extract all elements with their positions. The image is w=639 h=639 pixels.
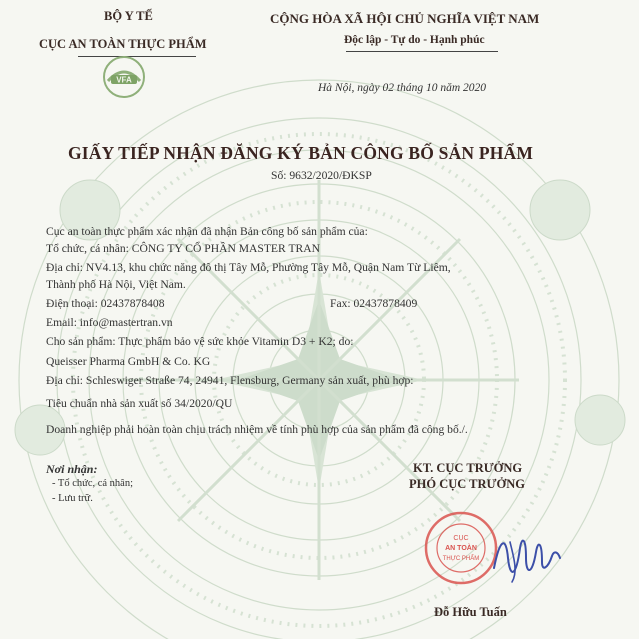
stamp-text-top: CỤC <box>453 535 469 542</box>
national-motto: Độc lập - Tự do - Hạnh phúc <box>344 34 485 46</box>
stamp-text-bottom: THỰC PHẨM <box>442 556 480 562</box>
official-stamp <box>423 510 499 586</box>
manufacturer-name: Queisser Pharma GmbH & Co. KG <box>46 355 211 368</box>
organization: Tổ chức, cá nhân: CÔNG TY CỔ PHẦN MASTER TRAN <box>46 242 320 255</box>
ministry-name: BỘ Y TẾ <box>104 9 153 23</box>
phone-number: Điện thoại: 02437878408 <box>46 297 165 310</box>
recipients-label: Nơi nhận: <box>46 462 98 476</box>
email-address: Email: info@mastertran.vn <box>46 316 173 329</box>
stamp-text-middle: AN TOÀN <box>445 545 477 552</box>
handwritten-signature <box>490 528 562 586</box>
manufacturer-address: Địa chỉ: Schleswiger Straße 74, 24941, Flensburg, Germany sản xuất, phù hợp: <box>46 374 414 387</box>
signatory-title-2: PHÓ CỤC TRƯỞNG <box>409 477 525 491</box>
recipient-item: - Lưu trữ. <box>52 493 93 504</box>
signatory-name: Đỗ Hữu Tuấn <box>434 605 507 619</box>
agency-name: CỤC AN TOÀN THỰC PHẨM <box>39 37 207 51</box>
fax-number: Fax: 02437878409 <box>330 297 418 310</box>
motto-underline <box>346 51 498 52</box>
document-title: GIẤY TIẾP NHẬN ĐĂNG KÝ BẢN CÔNG BỐ SẢN PHẨM <box>68 143 534 163</box>
republic-name: CỘNG HÒA XÃ HỘI CHỦ NGHĨA VIỆT NAM <box>270 11 540 26</box>
vfa-logo <box>102 55 146 99</box>
product-line: Cho sản phẩm: Thực phẩm bảo vệ sức khỏe Vitamin D3 + K2; do: <box>46 335 354 348</box>
address-line-1: Địa chỉ: NV4.13, khu chức năng đô thị Tây Mỗ, Phường Tây Mỗ, Quận Nam Từ Liêm, <box>46 261 451 274</box>
address-line-2: Thành phố Hà Nội, Việt Nam. <box>46 278 186 291</box>
recipient-item: - Tổ chức, cá nhân; <box>52 478 134 489</box>
standard-reference: Tiêu chuẩn nhà sản xuất số 34/2020/QU <box>46 397 233 410</box>
document-number: Số: 9632/2020/ĐKSP <box>271 169 372 182</box>
intro-text: Cục an toàn thực phẩm xác nhận đã nhận Bản công bố sản phẩm của: <box>46 225 368 238</box>
place-date: Hà Nội, ngày 02 tháng 10 năm 2020 <box>318 82 487 94</box>
responsibility-statement: Doanh nghiệp phải hoàn toàn chịu trách nhiệm về tính phù hợp của sản phẩm đã công bố./. <box>46 423 468 436</box>
signatory-title-1: KT. CỤC TRƯỞNG <box>413 461 523 475</box>
vfa-logo-text: VFA <box>116 75 132 85</box>
